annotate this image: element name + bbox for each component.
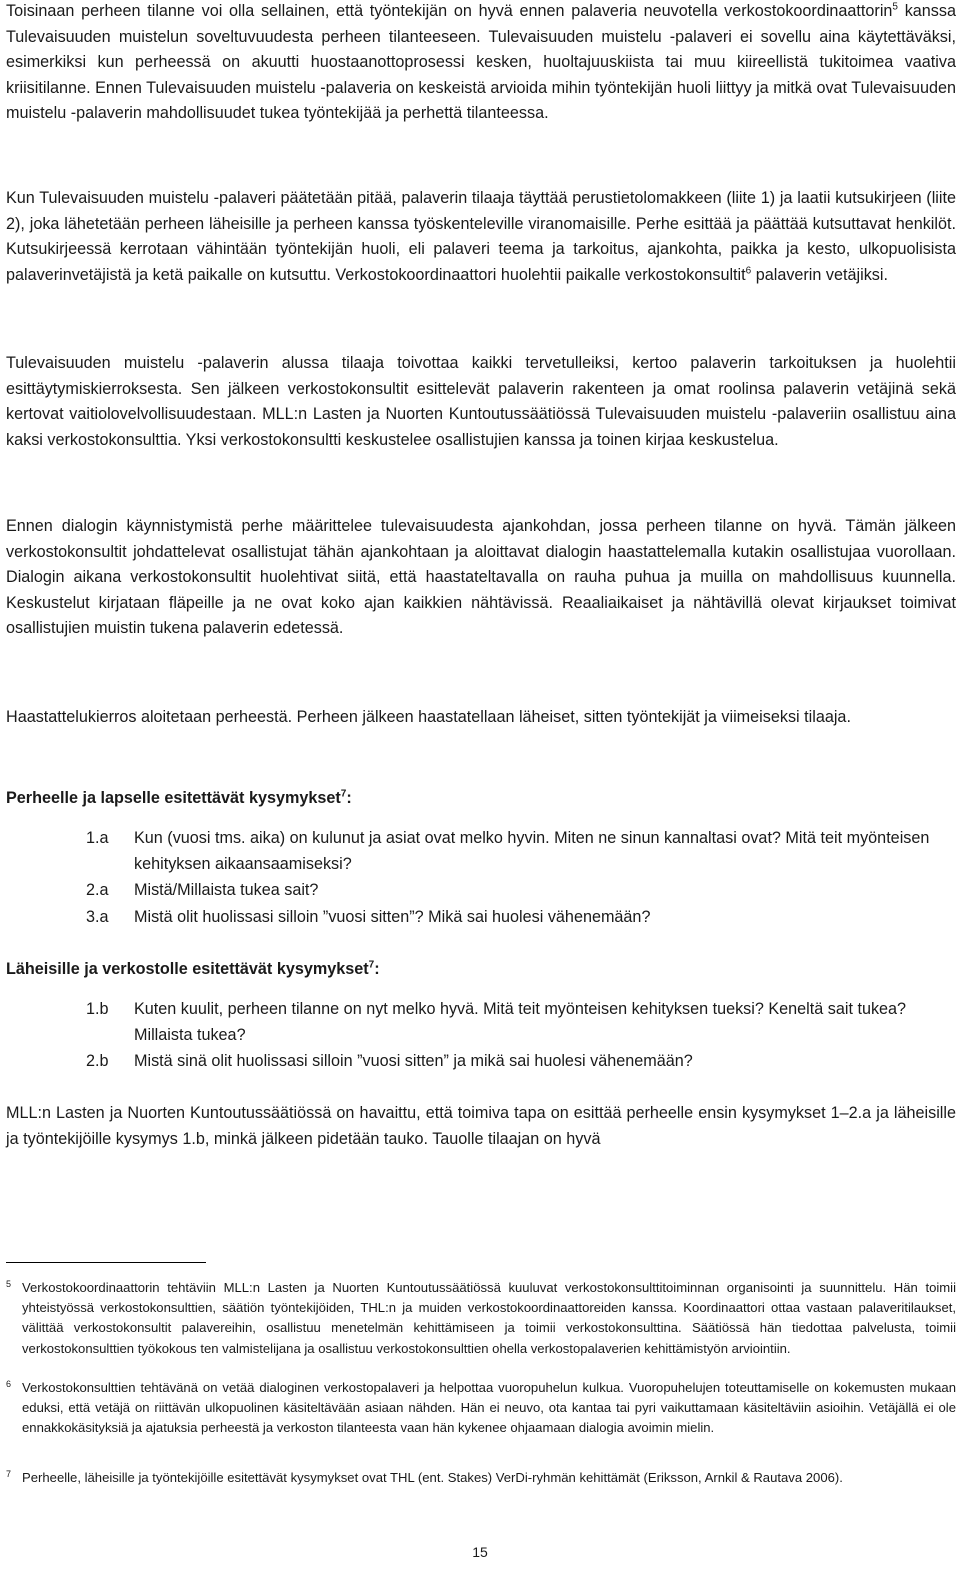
question-text: Kuten kuulit, perheen tilanne on nyt melko hyvä. Mitä teit myönteisen kehityksen tueksi? Keneltä sait tukea? Millaista tukea? xyxy=(134,1000,907,1044)
footnote-6 xyxy=(6,1378,956,1439)
footnote-ref-6: 6 xyxy=(745,265,752,277)
question-item xyxy=(6,1049,956,1075)
footnote-number: 7 xyxy=(6,1469,12,1479)
question-item xyxy=(6,826,956,877)
footnote-number: 5 xyxy=(6,1279,12,1289)
paragraph-2-part-b: palaverin vetäjiksi. xyxy=(751,265,888,284)
footnote-ref-7-a: 7 xyxy=(340,788,347,800)
paragraph-2-part-a: Kun Tulevaisuuden muistelu -palaveri päätetään pitää, palaverin tilaaja täyttää perustietolomakkeen (liite 1) ja laatii kutsukirjeen (liite 2), joka lähetetään perheen läheisille ja perheen kanssa työskenteleville viranomaisille. Perhe esittää ja päättää kutsuttavat henkilöt. Kutsukirjeessä kerrotaan vähintään työntekijän huoli, eli palaveri teema ja tarkoitus, ajankohta, paikka ja kesto, ulkopuolisista palaverinvetäjistä ja ketä paikalle on kutsuttu. Verkostokoordinaattori huolehtii paikalle verkostokonsultit xyxy=(6,189,956,284)
paragraph-1-part-a: Toisinaan perheen tilanne voi olla sellainen, että työntekijän on hyvä ennen palaveria neuvotella verkostokoordinaattorin xyxy=(6,2,893,20)
footnote-5 xyxy=(6,1278,956,1359)
footnote-text: Perheelle, läheisille ja työntekijöille esitettävät kysymykset ovat THL (ent. Stakes) VerDi-ryhmän kehittämät (Eriksson, Arnkil & Rautava 2006). xyxy=(22,1470,843,1485)
paragraph-4: Ennen dialogin käynnistymistä perhe määrittelee tulevaisuudesta ajankohdan, jossa perheen tilanne on hyvä. Tämän jälkeen verkostokonsultit johdattelevat osallistujat tähän ajankohtaan ja aloittavat dialogin haastattelemalla kutakin osallistujaa vuorollaan. Dialogin aikana verkostokonsultit huolehtivat siitä, että haastateltavalla on rauha puhua ja muilla on mahdollisuus kuunnella. Keskustelut kirjataan fläpeille ja ne ovat koko ajan kaikkien nähtävissä. Reaaliaikaiset ja nähtävillä olevat kirjaukset toimivat osallistujien muistin tukena palaverin edetessä. xyxy=(6,517,956,637)
footnote-ref-5: 5 xyxy=(892,1,898,13)
paragraph-6: MLL:n Lasten ja Nuorten Kuntoutussäätiössä on havaittu, että toimiva tapa on esittää perheelle ensin kysymykset 1–2.a ja läheisille ja työntekijöille kysymys 1.b, minkä jälkeen pidetään tauko. Tauolle tilaajan on hyvä xyxy=(6,1104,956,1148)
question-item xyxy=(6,905,956,931)
question-number: 1.b xyxy=(86,1000,109,1018)
question-text: Mistä olit huolissasi silloin ”vuosi sitten”? Mikä sai huolesi vähenemään? xyxy=(134,907,651,926)
family-questions-heading-text: Perheelle ja lapselle esitettävät kysymykset xyxy=(6,789,341,807)
question-text: Mistä sinä olit huolissasi silloin ”vuosi sitten” ja mikä sai huolesi vähenemään? xyxy=(134,1052,693,1070)
network-questions-heading-colon: : xyxy=(374,960,380,978)
network-questions-heading xyxy=(6,960,380,979)
footnote-number: 6 xyxy=(6,1379,12,1389)
question-number: 2.b xyxy=(86,1052,109,1070)
footnote-ref-7-b: 7 xyxy=(368,959,375,971)
question-number: 2.a xyxy=(86,881,109,899)
question-item xyxy=(6,878,956,904)
footnote-divider xyxy=(6,1262,206,1263)
paragraph-1 xyxy=(6,0,956,127)
network-questions-heading-text: Läheisille ja verkostolle esitettävät kysymykset xyxy=(6,960,369,978)
page-number: 15 xyxy=(472,1544,488,1560)
question-item xyxy=(6,997,956,1048)
paragraph-2 xyxy=(6,186,956,288)
family-questions-heading-colon: : xyxy=(346,789,352,807)
family-questions-list xyxy=(6,826,956,931)
footnote-text: Verkostokonsulttien tehtävänä on vetää dialoginen verkostopalaveri ja helpottaa vuoropuhelun kulkua. Vuoropuhelujen toteuttamiselle on kokemusten mukaan eduksi, että vetäjä on riittävän ulkopuolinen käsiteltävään asiaan nähden. Hän ei neuvo, ota kantaa tai pyri vaikuttamaan käsiteltäviin asioihin. Vetäjällä ei ole ennakkokäsityksiä ja ajatuksia perheestä ja verkoston tilanteesta vaan hän kykenee ohjaamaan dialogia avoimin mielin. xyxy=(22,1380,956,1436)
question-text: Kun (vuosi tms. aika) on kulunut ja asiat ovat melko hyvin. Miten ne sinun kannaltasi ovat? Mitä teit myönteisen kehityksen aikaansaamiseksi? xyxy=(134,829,930,873)
network-questions-list xyxy=(6,997,956,1076)
paragraph-5: Haastattelukierros aloitetaan perheestä. Perheen jälkeen haastatellaan läheiset, sitten työntekijät ja viimeiseksi tilaaja. xyxy=(6,708,851,726)
question-number: 3.a xyxy=(86,907,109,926)
question-number: 1.a xyxy=(86,829,109,847)
family-questions-heading xyxy=(6,789,352,808)
paragraph-1-part-b: kanssa Tulevaisuuden muistelun soveltuvuudesta perheen tilanteeseen. Tulevaisuuden muistelu -palaveri ei sovellu aina käytettäväksi, esimerkiksi kun perheessä on akuutti huostaanottoprosessi kesken, huoltajuuskiista tai muu kiireellistä tukitoimea vaativa kriisitilanne. Ennen Tulevaisuuden muistelu -palaveria on keskeistä arvioida mihin työntekijän huoli liittyy ja mitkä ovat Tulevaisuuden muistelu -palaverin mahdollisuudet tukea työntekijää ja perhettä tilanteessa. xyxy=(6,2,956,122)
paragraph-3: Tulevaisuuden muistelu -palaverin alussa tilaaja toivottaa kaikki tervetulleiksi, kertoo palaverin tarkoituksen ja huolehtii esittäytymiskierroksesta. Sen jälkeen verkostokonsultit esittelevät palaverin rakenteen ja omat roolinsa palaverin vetäjinä sekä kertovat vaitiolovelvollisuudestaan. MLL:n Lasten ja Nuorten Kuntoutussäätiössä Tulevaisuuden muistelu -palaveriin osallistuu aina kaksi verkostokonsulttia. Yksi verkostokonsultti keskustelee osallistujien kanssa ja toinen kirjaa keskustelua. xyxy=(6,354,956,449)
footnote-7 xyxy=(6,1468,956,1488)
footnote-text: Verkostokoordinaattorin tehtäviin MLL:n Lasten ja Nuorten Kuntoutussäätiössä kuuluvat verkostokonsulttitoiminnan organisointi ja suunnittelu. Hän toimii yhteistyössä verkostokonsulttien, säätiön työntekijöiden, THL:n ja muiden verkostokoordinaattoreiden kanssa. Koordinaattori ottaa vastaan palaveritilaukset, välittää verkostokonsultit palavereihin, osallistuu menetelmän kehittämiseen ja toimii verkostokonsulttina. Säätiössä hän tiedottaa palvelusta, toimii verkostokonsulttien työkokous ten valmistelijana ja osallistuu verkostokonsulttien ohella verkostopalaverien kehittämistyön arviointiin. xyxy=(22,1280,956,1356)
question-text: Mistä/Millaista tukea sait? xyxy=(134,881,319,899)
